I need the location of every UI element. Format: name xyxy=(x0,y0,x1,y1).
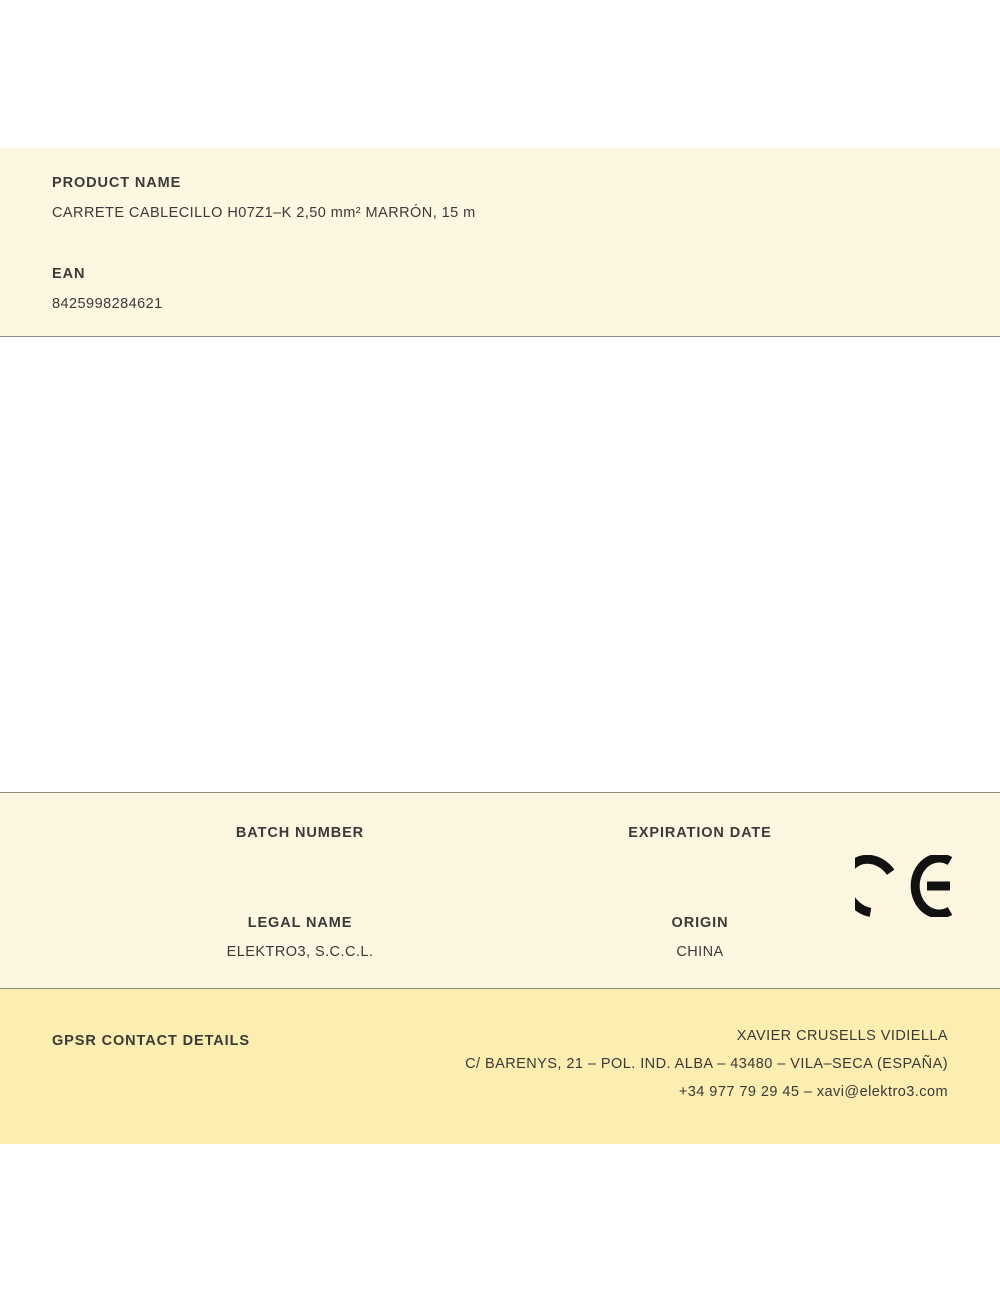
origin-label: ORIGIN xyxy=(671,915,729,931)
gpsr-contact-label: GPSR CONTACT DETAILS xyxy=(52,1033,250,1049)
gpsr-contact-lines xyxy=(465,1022,948,1106)
expiration-date-label: EXPIRATION DATE xyxy=(628,825,772,841)
gpsr-contact-phone-email: +34 977 79 29 45 – xavi@elektro3.com xyxy=(678,1084,948,1100)
ce-marking-icon xyxy=(855,855,955,917)
batch-number-label: BATCH NUMBER xyxy=(235,825,365,841)
gpsr-contact-section xyxy=(0,989,1000,1144)
gpsr-contact-name: XAVIER CRUSELLS VIDIELLA xyxy=(736,1028,948,1044)
product-name-label: PRODUCT NAME xyxy=(52,175,182,191)
ean-label: EAN xyxy=(52,266,86,282)
image-placeholder-area xyxy=(0,337,1000,792)
page-footer-space xyxy=(0,1144,1000,1300)
legal-name-label: LEGAL NAME xyxy=(247,915,353,931)
product-details-section xyxy=(0,148,1000,337)
origin-value: CHINA xyxy=(676,944,724,960)
manufacturing-info-section xyxy=(0,792,1000,989)
product-name-value: CARRETE CABLECILLO H07Z1–K 2,50 mm² MARRÓN, 15 m xyxy=(52,205,476,221)
gpsr-contact-address: C/ BARENYS, 21 – POL. IND. ALBA – 43480 – VILA–SECA (ESPAÑA) xyxy=(465,1056,948,1072)
ean-value: 8425998284621 xyxy=(52,296,163,312)
legal-name-value: ELEKTRO3, S.C.C.L. xyxy=(226,944,374,960)
